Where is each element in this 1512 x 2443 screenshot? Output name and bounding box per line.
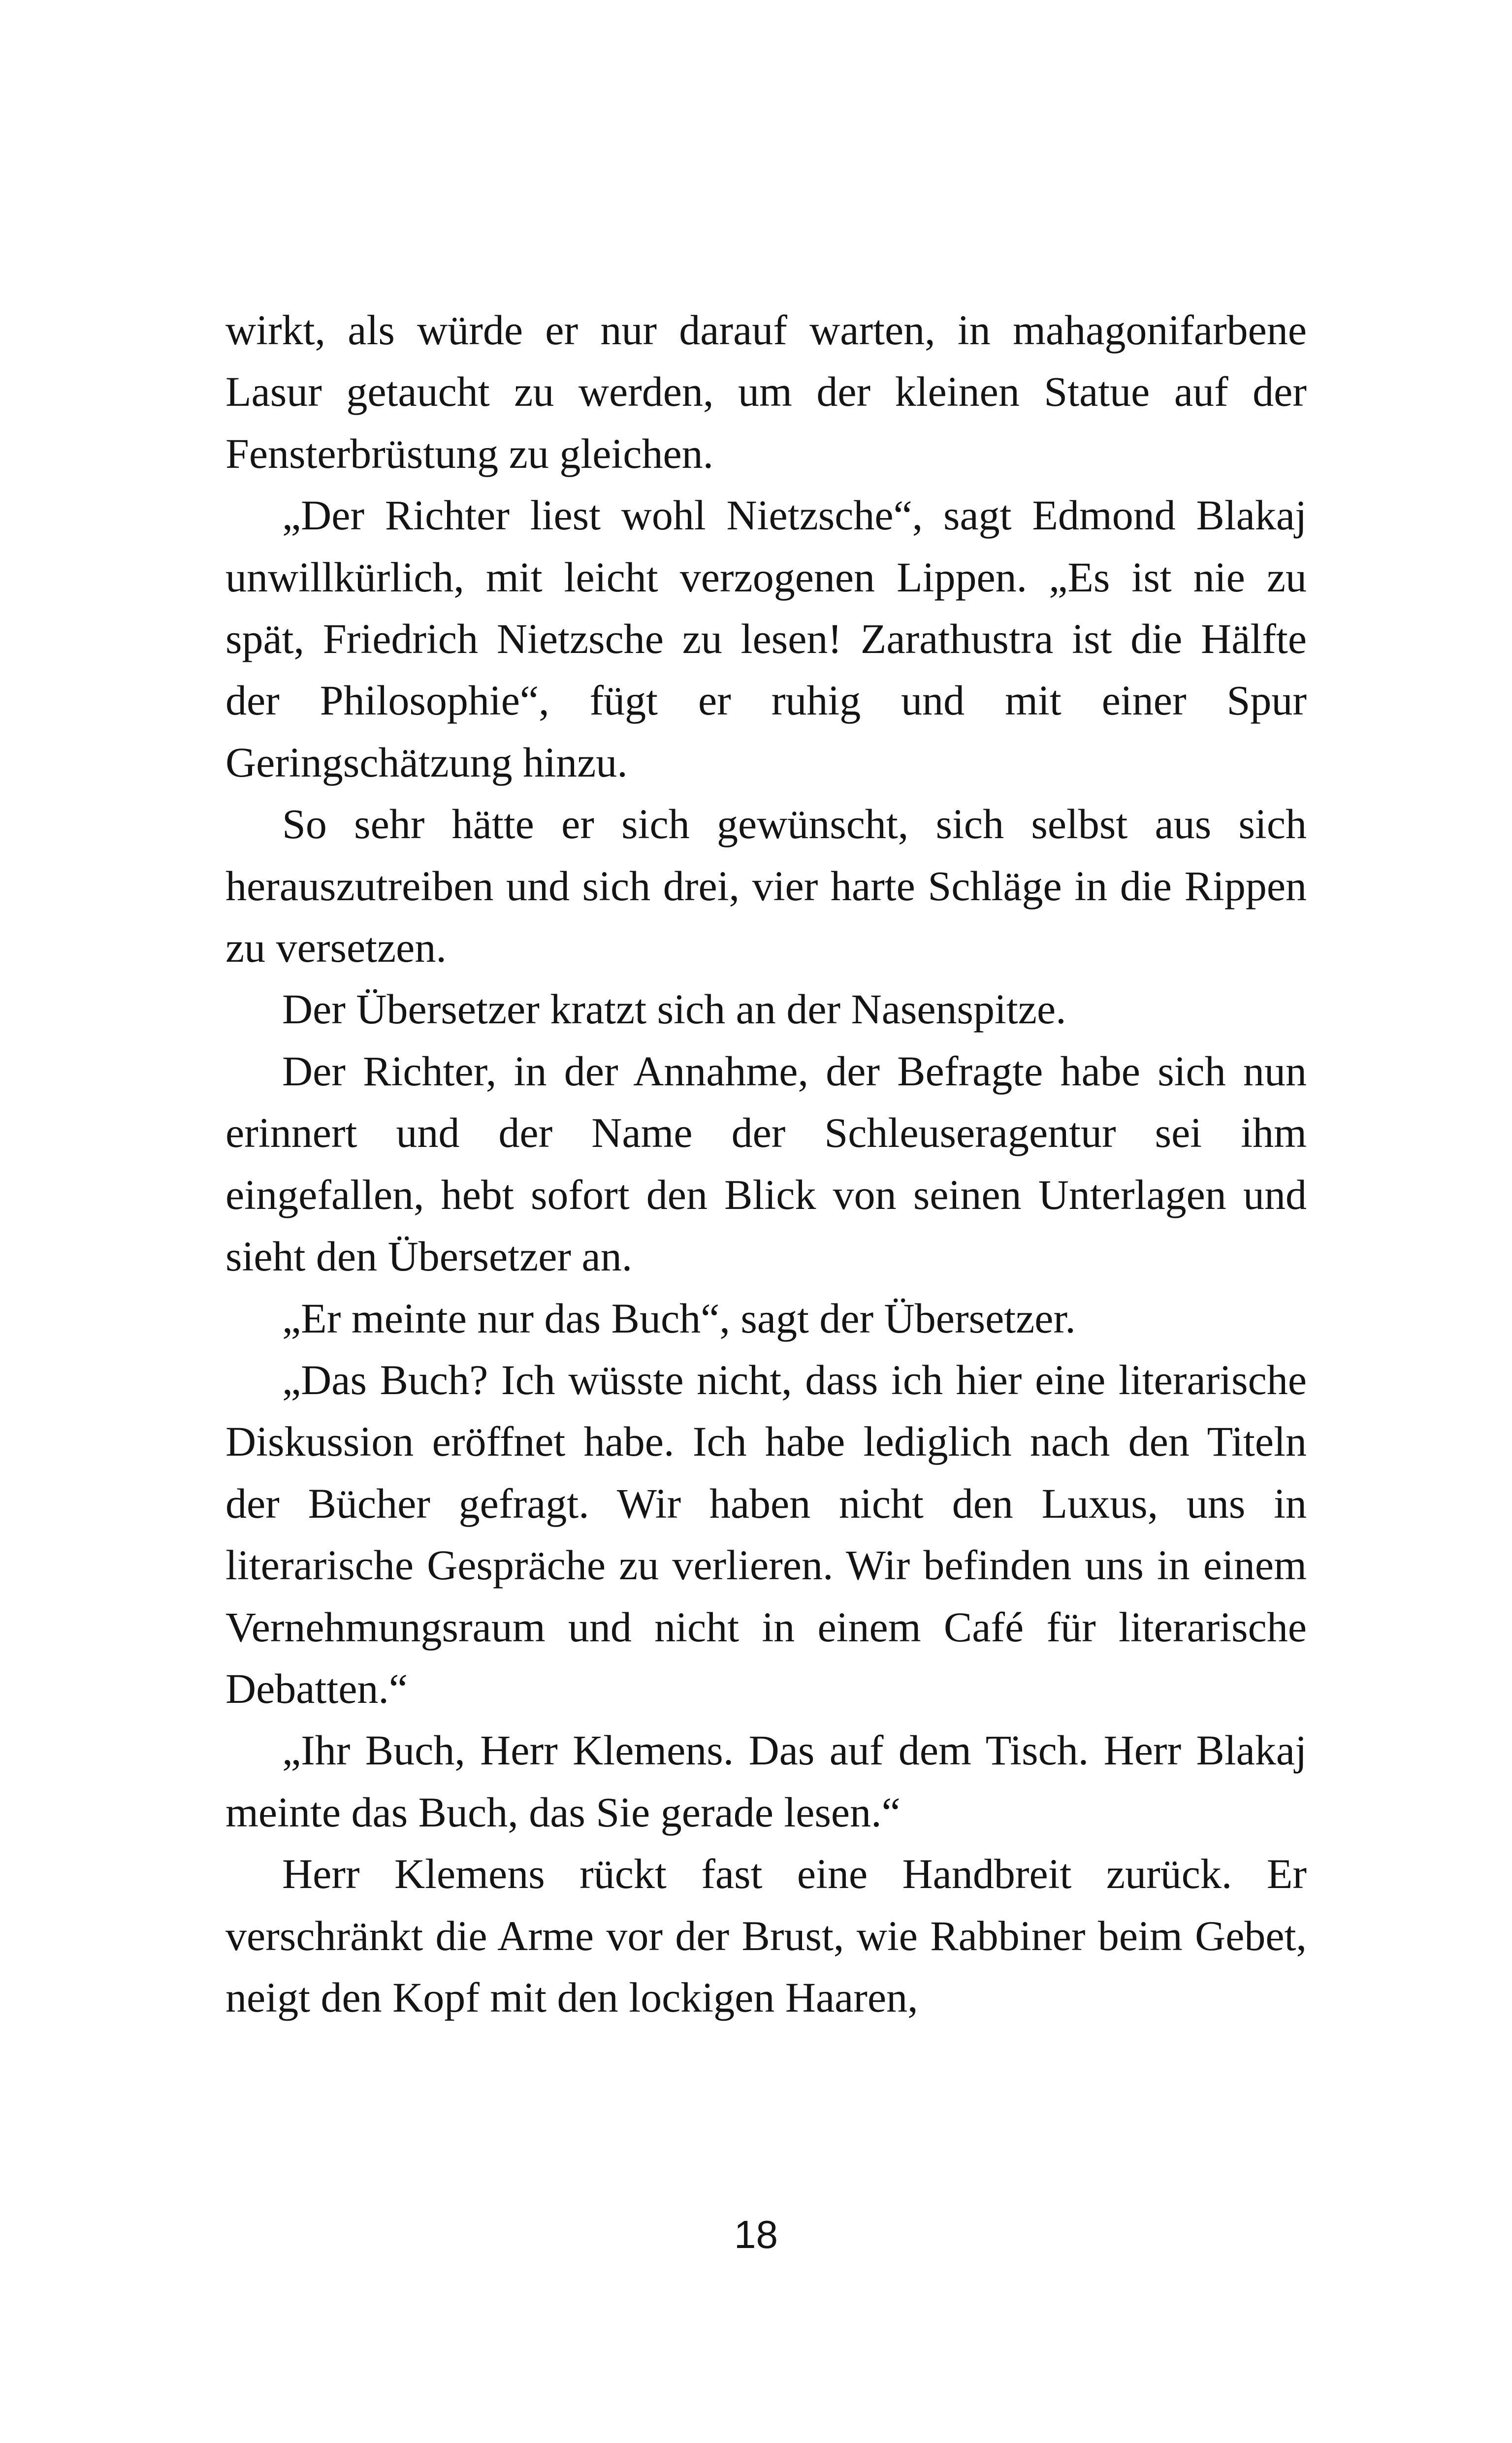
paragraph: wirkt, als würde er nur darauf warten, in mahagonifarbene Lasur getaucht zu werden, um der kleinen Statue auf der Fensterbrüstung zu gleichen. xyxy=(225,306,1307,477)
paragraph: „Er meinte nur das Buch“, sagt der Übersetzer. xyxy=(282,1294,1076,1342)
paragraph: „Das Buch? Ich wüsste nicht, dass ich hier eine literarische Diskussion eröffnet habe. Ich habe lediglich nach den Titeln der Bücher gefragt. Wir haben nicht den Luxus, uns in literarische Gespräche zu verlieren. Wir befinden uns in einem Vernehmungsraum und nicht in einem Café für literarische Debatten.“ xyxy=(225,1356,1307,1712)
paragraph: So sehr hätte er sich gewünscht, sich selbst aus sich herauszutreiben und sich drei, vier harte Schläge in die Rippen zu versetzen. xyxy=(225,800,1307,972)
paragraph: „Der Richter liest wohl Nietzsche“, sagt Edmond Blakaj unwillkürlich, mit leicht verzogenen Lippen. „Es ist nie zu spät, Friedrich Nietzsche zu lesen! Zarathustra ist die Hälfte der Philosophie“, fügt er ruhig und mit einer Spur Geringschätzung hinzu. xyxy=(225,491,1307,786)
paragraph: Der Übersetzer kratzt sich an der Nasenspitze. xyxy=(282,985,1066,1033)
paragraph: Der Richter, in der Annahme, der Befragte habe sich nun erinnert und der Name der Schleuseragentur sei ihm eingefallen, hebt sofort den Blick von seinen Unterlagen und sieht den Übersetzer an. xyxy=(225,1047,1307,1280)
paragraph: Herr Klemens rückt fast eine Handbreit zurück. Er verschränkt die Arme vor der Brust, wie Rabbiner beim Gebet, neigt den Kopf mit den lockigen Haaren, xyxy=(225,1850,1307,2021)
body-text xyxy=(225,299,1307,2028)
page-number: 18 xyxy=(734,2213,778,2256)
paragraph: „Ihr Buch, Herr Klemens. Das auf dem Tisch. Herr Blakaj meinte das Buch, das Sie gerade lesen.“ xyxy=(225,1726,1307,1836)
